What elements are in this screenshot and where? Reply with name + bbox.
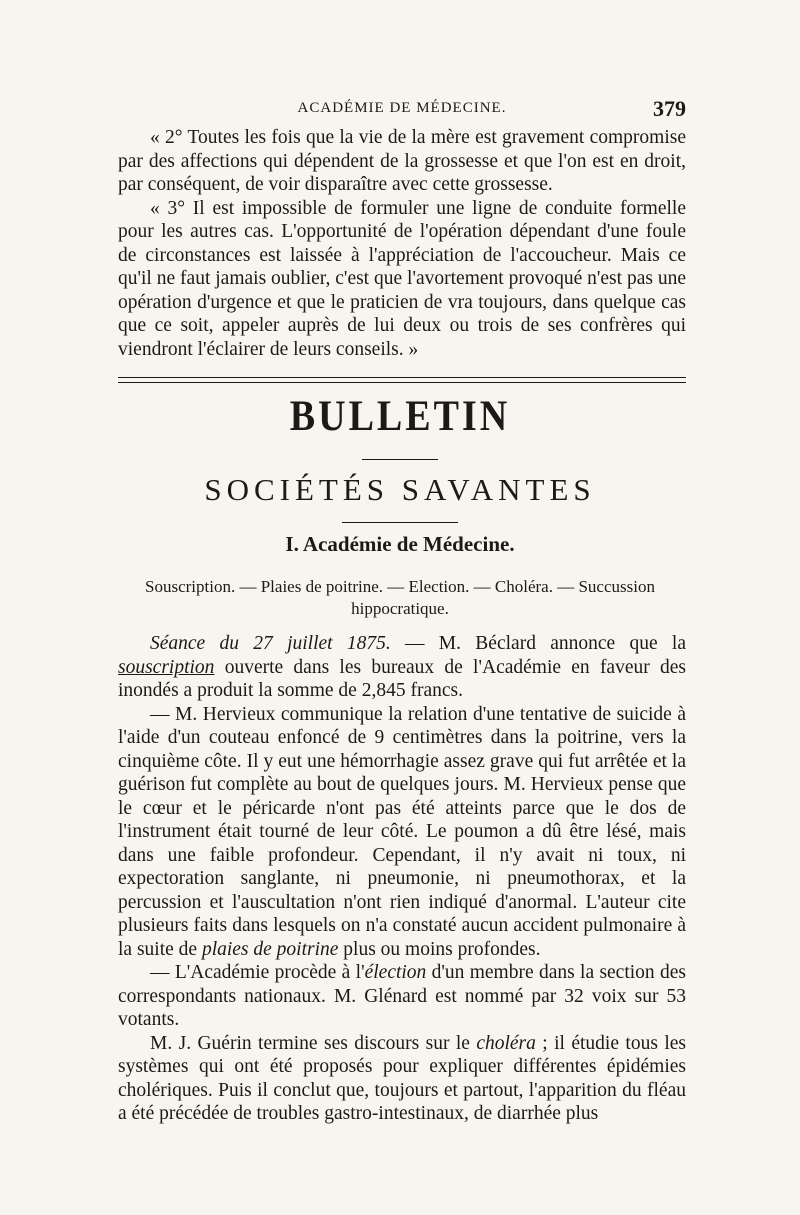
keyword-election: élection [364, 962, 427, 983]
quote-paragraph-1 [118, 126, 686, 197]
running-head: ACADÉMIE DE MÉDECINE. [297, 100, 507, 116]
quote-block [118, 126, 686, 361]
session-date: Séance du 27 juillet 1875. [150, 633, 391, 654]
summary-line-1: Souscription. — Plaies de poitrine. — Election. — Choléra. — Succussion [145, 577, 655, 596]
double-rule-bottom [118, 382, 686, 383]
subtitle-separator [342, 522, 458, 523]
body-paragraph-cholera: M. J. Guérin termine ses discours sur le choléra ; il étudie tous les systèmes qui ont été proposés pour expliquer différentes épidémies cholériques. Puis il conclut que, toujours et partout, l'apparition du fléau a été précédée de troubles gastro-intestinaux, de diarrhée plus [118, 1032, 686, 1124]
societes-title: SOCIÉTÉS SAVANTES [204, 472, 596, 507]
body-paragraph-souscription: Séance du 27 juillet 1875. — M. Béclard annonce que la souscription ouverte dans les bureaux de l'Académie en faveur des inondés a produit la somme de 2,845 francs. [118, 633, 686, 701]
keyword-souscription: souscription [118, 656, 215, 678]
double-rule-top [118, 377, 686, 378]
page-header [118, 98, 686, 122]
bulletin-title: BULLETIN [289, 391, 511, 441]
body-text [118, 632, 686, 1126]
quote-text-2: « 3° Il est impossible de formuler une ligne de conduite formelle pour les autres cas. L'opportunité de l'opération dépendant d'une foule de circonstances est laissée à l'appréciation de l'accoucheur. Mais ce qu'il ne faut jamais oublier, c'est que l'avortement provoqué n'est pas une opération d'urgence et que le praticien de vra toujours, dans quelque cas que ce soit, appeler auprès de lui deux ou trois de ses confrères qui viendront l'éclairer de leurs conseils. » [118, 197, 686, 360]
keyword-cholera: choléra [476, 1032, 536, 1054]
body-paragraph-plaies: — M. Hervieux communique la relation d'une tentative de suicide à l'aide d'un couteau enfoncé de 9 centimètres dans la poitrine, vers la cinquième côte. Il y eut une hémorrhagie assez grave qui fut arrêtée et la guérison fut complète au bout de quelques jours. M. Hervieux pense que le cœur et le péricarde n'ont pas été atteints parce que le dos de l'instrument était tourné de leur côté. Le poumon a dû être lésé, mais dans une faible profondeur. Cependant, il n'y avait ni toux, ni expectoration sanglante, ni pneumonie, ni pneumothorax, et la percussion et l'auscultation n'ont rien indiqué d'anormal. L'auteur cite plusieurs faits dans lesquels on n'a constaté aucun accident pulmonaire à la suite de plaies de poitrine plus ou moins profondes. [118, 703, 686, 960]
quote-text-1: « 2° Toutes les fois que la vie de la mère est gravement compromise par des affections qui dépendent de la grossesse et que l'on est en droit, par conséquent, de voir disparaître avec cette grossesse. [118, 127, 686, 195]
quote-paragraph-2 [118, 197, 686, 362]
section-title: I. Académie de Médecine. [285, 532, 515, 556]
body-paragraph-election: — L'Académie procède à l'élection d'un membre dans la section des correspondants nationaux. M. Glénard est nommé par 32 voix sur 53 votants. [118, 962, 686, 1030]
title-separator [362, 459, 438, 460]
keyword-plaies: plaies de poitrine [201, 938, 339, 960]
summary-line-2: hippocratique. [351, 599, 449, 618]
page-number: 379 [653, 96, 686, 121]
